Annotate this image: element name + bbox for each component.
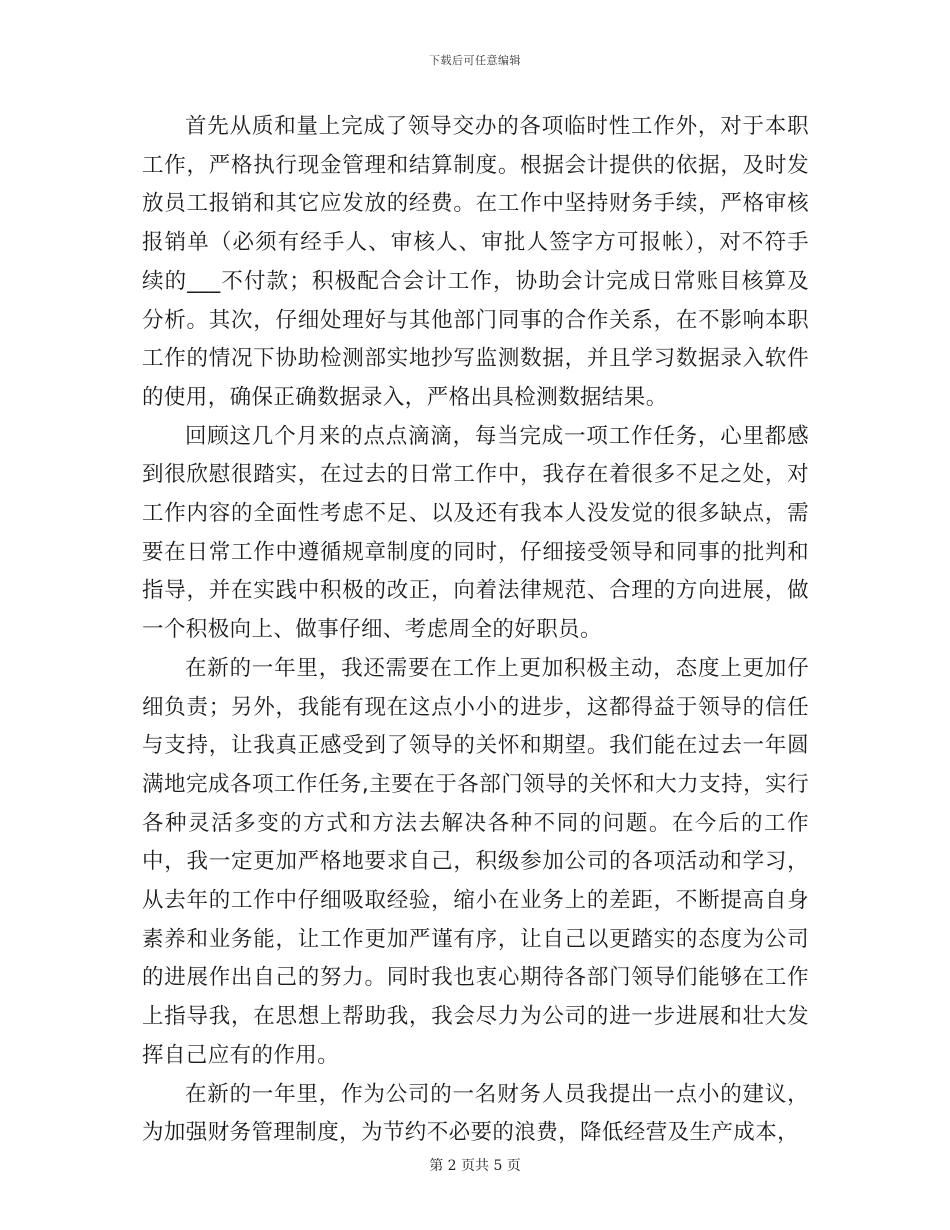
- paragraph-2: 回顾这几个月来的点点滴滴，每当完成一项工作任务，心里都感到很欣慰很踏实，在过去的日常工作中，我存在着很多不足之处，对工作内容的全面性考虑不足、以及还有我本人没发觉的很多缺点，需要在日常工作中遵循规章制度的同时，仔细接受领导和同事的批判和指导，并在实践中积极的改正，向着法律规范、合理的方向进展，做一个积极向上、做事仔细、考虑周全的好职员。: [142, 423, 809, 643]
- paragraph-4: 在新的一年里，作为公司的一名财务人员我提出一点小的建议，为加强财务管理制度，为节约不必要的浪费，降低经营及生产成本，: [142, 1081, 809, 1146]
- paragraph-3: 在新的一年里，我还需要在工作上更加积极主动，态度上更加仔细负责；另外，我能有现在这点小小的进步，这都得益于领导的信任与支持，让我真正感受到了领导的关怀和期望。我们能在过去一年圆满地完成各项工作任务,主要在于各部门领导的关怀和大力支持，实行各种灵活多变的方式和方法去解决各种不同的问题。在今后的工作中，我一定更加严格地要求自己，积级参加公司的各项活动和学习，从去年的工作中仔细吸取经验，缩小在业务上的差距，不断提高自身素养和业务能，让工作更加严谨有序，让自己以更踏实的态度为公司的进展作出自己的努力。同时我也衷心期待各部门领导们能够在工作上指导我，在思想上帮助我，我会尽力为公司的进一步进展和壮大发挥自己应有的作用。: [142, 655, 809, 1068]
- document-body: [142, 108, 809, 1153]
- paragraph-1: 首先从质和量上完成了领导交办的各项临时性工作外，对于本职工作，严格执行现金管理和结算制度。根据会计提供的依据，及时发放员工报销和其它应发放的经费。在工作中坚持财务手续，严格审核报销单（必须有经手人、审核人、审批人签字方可报帐），对不符手续的___不付款；积极配合会计工作，协助会计完成日常账目核算及分析。其次，仔细处理好与其他部门同事的合作关系，在不影响本职工作的情况下协助检测部实地抄写监测数据，并且学习数据录入软件的使用，确保正确数据录入，严格出具检测数据结果。: [142, 114, 809, 410]
- page-header: 下载后可任意编辑: [429, 54, 521, 67]
- page-number: 第 2 页共 5 页: [429, 1158, 521, 1174]
